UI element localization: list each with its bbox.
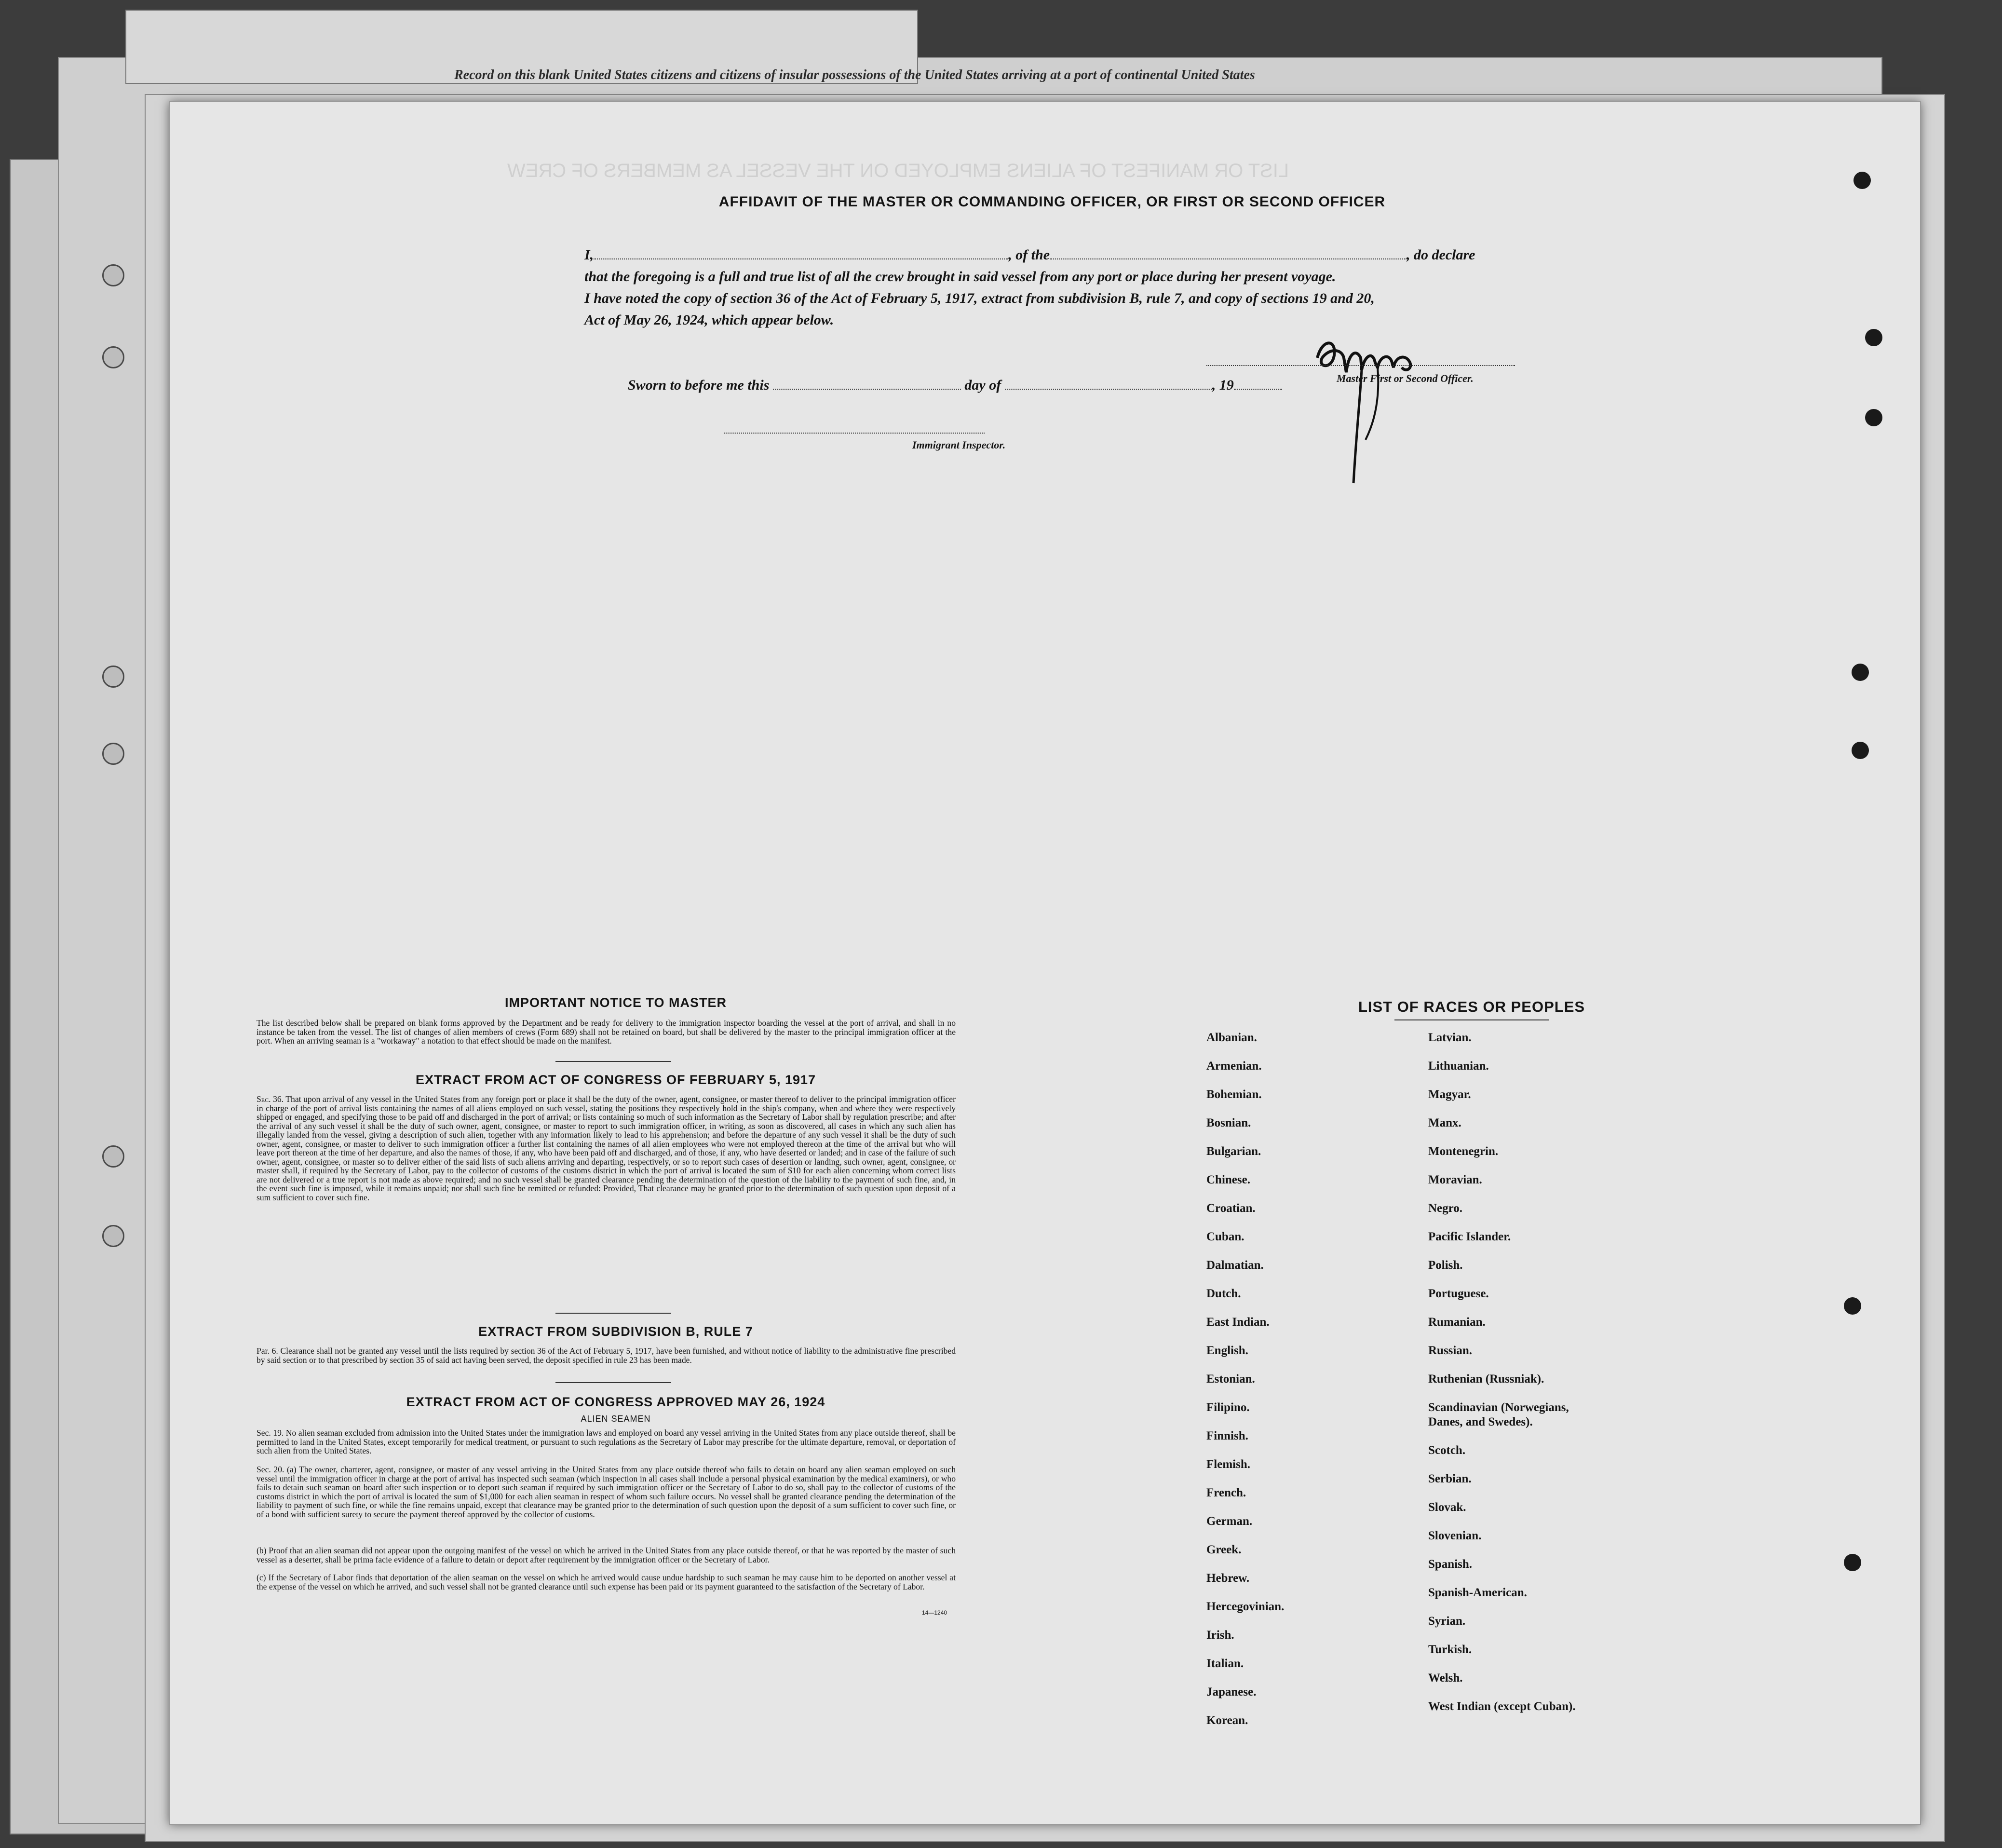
form-code: 14—1240 [922,1609,947,1616]
race-item: Bosnian. [1206,1116,1251,1129]
binder-hole [1865,409,1882,426]
extract-1917-title: EXTRACT FROM ACT OF CONGRESS OF FEBRUARY 5, 1917 [415,1073,816,1087]
race-item: Dutch. [1206,1287,1241,1300]
race-item: Dalmatian. [1206,1259,1264,1272]
show-through-text: LIST OR MANIFEST OF ALIENS EMPLOYED ON THE VESSEL AS MEMBERS OF CREW [507,160,1289,181]
signature-caption: Master First or Second Officer. [1337,372,1474,384]
race-item: Croatian. [1206,1202,1256,1215]
divider [1394,1019,1549,1020]
back-sheet-top [125,10,1255,84]
race-item: Filipino. [1206,1401,1250,1414]
race-item: Manx. [1428,1116,1461,1129]
alien-seamen-subtitle: ALIEN SEAMEN [581,1414,651,1424]
inspector-line [724,432,985,434]
races-title: LIST OF RACES OR PEOPLES [1358,998,1585,1015]
race-item: Chinese. [1206,1173,1250,1186]
affidavit-line-1: I, , of the , do declare [584,247,1475,263]
binder-hole [1853,172,1871,189]
binder-hole [1852,664,1869,681]
race-item: Hebrew. [1206,1572,1250,1585]
race-item: West Indian (except Cuban). [1428,1700,1576,1713]
race-item: Slovenian. [1428,1529,1482,1542]
race-item: Russian. [1428,1344,1473,1357]
race-item: Japanese. [1206,1685,1257,1699]
race-item: Montenegrin. [1428,1145,1499,1158]
race-item: Pacific Islander. [1428,1230,1511,1243]
race-item: Estonian. [1206,1372,1255,1386]
race-item: Greek. [1206,1543,1242,1556]
divider [555,1382,671,1383]
rule7-body: Par. 6. Clearance shall not be granted any vessel until the lists required by section 36 of the Act of February 5, 1917, have been furnished, and without notice of liability to the administrative fine prescribed by said section or to that prescribed by section 35 of said act having been served, the deposit specified in rule 23 has been made. [257,1346,956,1365]
extract-1924-title: EXTRACT FROM ACT OF CONGRESS APPROVED MAY 26, 1924 [406,1395,825,1409]
race-item: Polish. [1428,1259,1463,1272]
affidavit-line-4: Act of May 26, 1924, which appear below. [584,312,834,328]
race-item: Slovak. [1428,1501,1466,1514]
race-item: Spanish-American. [1428,1586,1527,1599]
affidavit-page [169,101,1921,1825]
signature-line [1206,364,1515,366]
punch-hole [102,1225,124,1247]
race-item: German. [1206,1515,1253,1528]
race-item: Magyar. [1428,1088,1471,1101]
race-item: Rumanian. [1428,1316,1486,1329]
rule7-title: EXTRACT FROM SUBDIVISION B, RULE 7 [478,1324,753,1339]
binder-hole [1844,1554,1861,1571]
divider [555,1061,671,1062]
race-item: Negro. [1428,1202,1463,1215]
affidavit-title: AFFIDAVIT OF THE MASTER OR COMMANDING OFFICER, OR FIRST OR SECOND OFFICER [718,194,1386,210]
affidavit-line-2: that the foregoing is a full and true list of all the crew brought in said vessel from any port or place during her present voyage. [584,269,1336,285]
race-item: Italian. [1206,1657,1244,1670]
punch-hole [102,264,124,286]
sec-20c-body: (c) If the Secretary of Labor finds that deportation of the alien seaman on the vessel on which he arrived would cause undue hardship to such seaman he may cause him to be deported on another vessel at the expense of the vessel on which he arrived, and such vessel shall not be granted clearance until such expense has been paid or its payment guaranteed to the satisfaction of the Secretary of Labor. [257,1573,956,1591]
divider [555,1313,671,1314]
race-item: Latvian. [1428,1031,1472,1044]
race-item: Turkish. [1428,1643,1472,1656]
race-item: Armenian. [1206,1060,1262,1073]
extract-1917-body: Sec. 36. That upon arrival of any vessel in the United States from any foreign port or place it shall be the duty of the owner, agent, consignee, or master thereof to deliver to the principal immigration officer in charge of the port of arrival lists containing the names of all aliens employed on such vessel, stating the positions they respectively hold in the ship's company, when and where they were respectively shipped or engaged, and specifying those to be paid off and discharged in the port of arrival; or lists containing so much of such information as the Secretary of Labor shall by regulation prescribe; and after the arrival of any such vessel it shall be the duty of such owner, agent, consignee, or master to report to such immigration officer, in writing, as soon as discovered, all cases in which any such alien has illegally landed from the vessel, giving a description of such alien, together with any information likely to lead to his apprehension; and before the departure of any such vessel it shall be the duty of such owner, agent, consignee, or master to deliver to such immigration officer a further list containing the names of all alien employees who were not employed thereon at the time of the arrival but who will leave port thereon at the time of her departure, and also the names of those, if any, who have been paid off and discharged, and of those, if any, who have deserted or landed; and in case of the failure of such owner, agent, consignee, or master so to deliver either of the said lists of such aliens arriving and departing, respectively, or so to report such cases of desertion or landing, such owner, agent, consignee, or master shall, if required by the Secretary of Labor, pay to the collector of customs of the customs district in which the port of arrival is located the sum of $10 for each alien concerning whom correct lists are not delivered or a true report is not made as above required; and no such vessel shall be granted clearance pending the determination of the question of the liability to the payment of such fine, and, in the event such fine is imposed, while it remains unpaid; nor shall such fine be remitted or refunded: Provided, That clearance may be granted prior to the determination of such question upon deposit of a sum sufficient to cover such fine. [257,1094,956,1202]
sec-20a-body: Sec. 20. (a) The owner, charterer, agent, consignee, or master of any vessel arriving in the United States from any place outside thereof who fails to detain on board any alien seaman employed on such vessel until the immigration officer in charge at the port of arrival has inspected such seaman (which inspection in all cases shall include a personal physical examination by the medical examiners), or who fails to detain such seaman on board after such inspection or to deport such seaman if required by such immigration officer or the Secretary of Labor to do so, shall pay to the collector of customs of the customs district in which the port of arrival is located the sum of $1,000 for each alien seaman in respect of whom such failure occurs. No vessel shall be granted clearance pending the determination of the liability to payment of such fine, or while the fine remains unpaid, except that clearance may be granted prior to the determination of such question upon the deposit of a sum sufficient to cover such fine, or of a bond with sufficient surety to secure the payment thereof approved by the collector of customs. [257,1465,956,1519]
master-signature [1308,329,1433,488]
race-item: Moravian. [1428,1173,1482,1186]
punch-hole [102,743,124,765]
race-item: Bulgarian. [1206,1145,1261,1158]
race-item: Hercegovinian. [1206,1600,1285,1613]
punch-hole [102,1145,124,1168]
race-item: English. [1206,1344,1248,1357]
race-item: East Indian. [1206,1316,1270,1329]
race-item: French. [1206,1486,1246,1499]
race-item: Cuban. [1206,1230,1244,1243]
race-item: Korean. [1206,1714,1248,1727]
race-item: Albanian. [1206,1031,1257,1044]
affidavit-line-3: I have noted the copy of section 36 of the Act of February 5, 1917, extract from subdivision B, rule 7, and copy of sections 19 and 20, [584,290,1375,306]
sworn-line: Sworn to before me this day of , 19 [628,377,1282,394]
binder-hole [1865,329,1882,346]
race-item: Bohemian. [1206,1088,1262,1101]
race-item: Scandinavian (Norwegians, [1428,1401,1569,1414]
race-item: Portuguese. [1428,1287,1489,1300]
race-item: Syrian. [1428,1615,1466,1628]
race-item: Spanish. [1428,1558,1473,1571]
race-item: Serbian. [1428,1472,1472,1485]
race-item: Irish. [1206,1629,1234,1642]
race-item: Lithuanian. [1428,1060,1489,1073]
race-item: Ruthenian (Russniak). [1428,1372,1544,1386]
sec-20b-body: (b) Proof that an alien seaman did not appear upon the outgoing manifest of the vessel on which he arrived in the United States from any place outside thereof, or that he was reported by the master of such vessel as a deserter, shall be prima facie evidence of a failure to detain or deport after requirement by the immigration officer or the Secretary of Labor. [257,1546,956,1564]
notice-title: IMPORTANT NOTICE TO MASTER [505,995,727,1010]
race-item: Welsh. [1428,1671,1463,1685]
binder-hole [1844,1297,1861,1315]
notice-body: The list described below shall be prepared on blank forms approved by the Department and be ready for delivery to the immigration inspector boarding the vessel at the port of arrival, and shall in no instance be taken from the vessel. The list of changes of alien members of crews (Form 689) shall not be retained on board, but shall be delivered by the master to the principal immigration officer at the port. When an arriving seaman is a "workaway" a notation to that effect should be made on the manifest. [257,1018,956,1046]
binder-hole [1852,742,1869,759]
race-item: Scotch. [1428,1444,1466,1457]
sec-19-body: Sec. 19. No alien seaman excluded from admission into the United States under the immigration laws and employed on board any vessel arriving in the United States from any place outside thereof, shall be permitted to land in the United States, except temporarily for medical treatment, or pursuant to such regulations as the Secretary of Labor may prescribe for the ultimate departure, removal, or deportation of such alien from the United States. [257,1428,956,1455]
race-item: Flemish. [1206,1458,1250,1471]
back-sheet-header-text: Record on this blank United States citizens and citizens of insular possessions of the United States arriving at a port of continental United States [454,68,1255,82]
inspector-caption: Immigrant Inspector. [912,439,1006,451]
punch-hole [102,666,124,688]
punch-hole [102,346,124,368]
race-item: Finnish. [1206,1429,1248,1442]
race-item: Danes, and Swedes). [1428,1415,1533,1428]
